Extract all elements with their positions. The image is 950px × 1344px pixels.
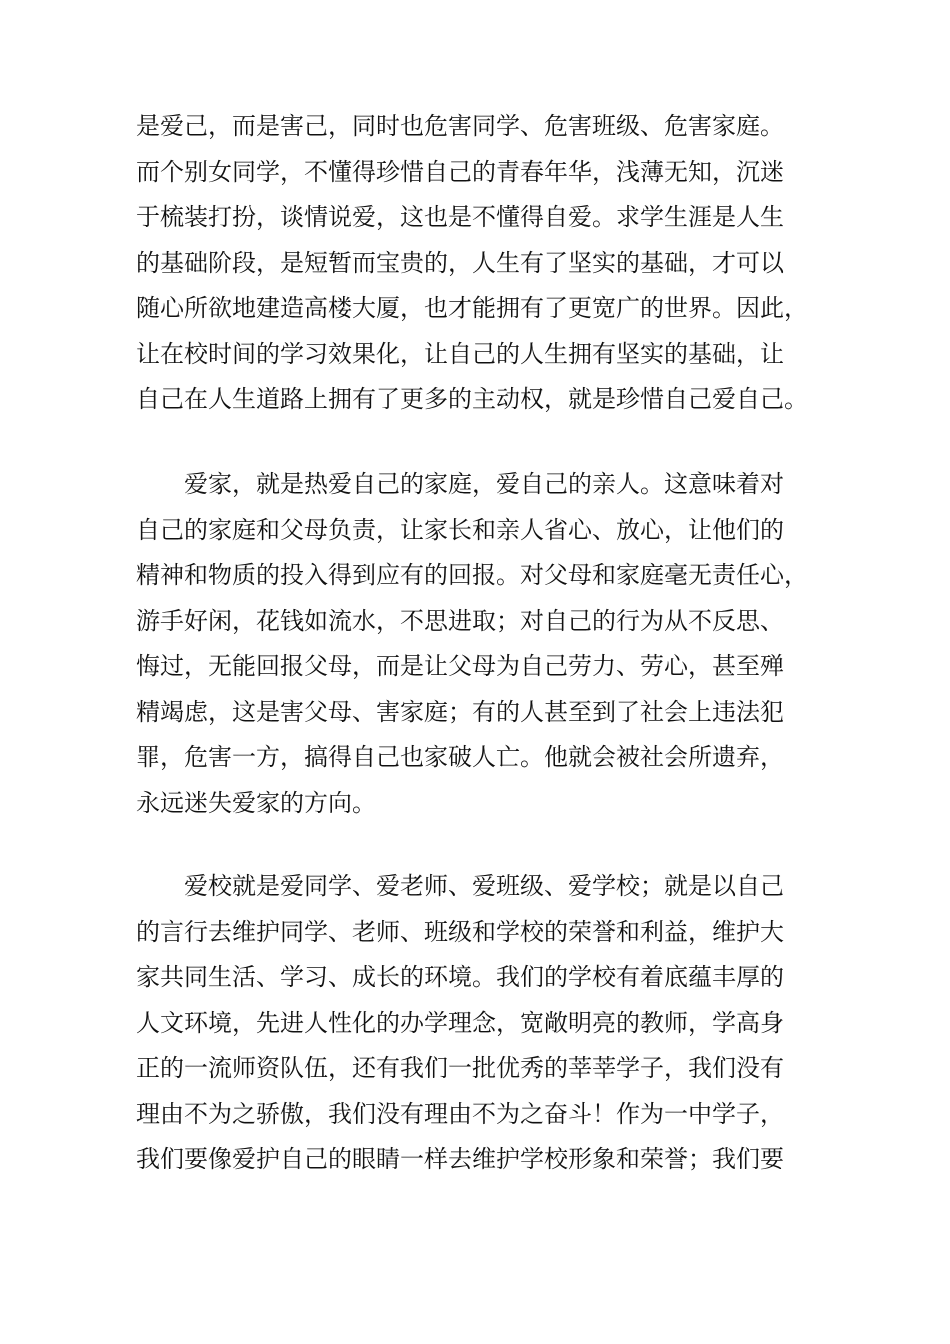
text-line: 永远迷失爱家的方向。 — [136, 788, 376, 817]
text-line: 是爱己，而是害己，同时也危害同学、危害班级、危害家庭。 — [136, 112, 784, 140]
text-line: 人文环境，先进人性化的办学理念，宽敞明亮的教师，学高身 — [136, 1008, 784, 1037]
paragraph-love-family — [136, 462, 856, 826]
text-line: 爱校就是爱同学、爱老师、爱班级、爱学校；就是以自己 — [136, 872, 784, 900]
text-line: 自己在人生道路上拥有了更多的主动权，就是珍惜自己爱自己。 — [136, 385, 808, 413]
text-line: 自己的家庭和父母负责，让家长和亲人省心、放心，让他们的 — [136, 515, 784, 544]
text-line: 让在校时间的学习效果化，让自己的人生拥有坚实的基础，让 — [136, 339, 784, 368]
text-line: 正的一流师资队伍，还有我们一批优秀的莘莘学子，我们没有 — [136, 1054, 784, 1082]
text-line: 而个别女同学，不懂得珍惜自己的青春年华，浅薄无知，沉迷 — [136, 157, 784, 186]
text-line: 游手好闲，花钱如流水，不思进取；对自己的行为从不反思、 — [136, 606, 784, 635]
text-line: 爱家，就是热爱自己的家庭，爱自己的亲人。这意味着对 — [136, 470, 784, 498]
text-line: 家共同生活、学习、成长的环境。我们的学校有着底蕴丰厚的 — [136, 963, 784, 991]
text-line: 悔过，无能回报父母，而是让父母为自己劳力、劳心，甚至殚 — [136, 652, 784, 680]
text-line: 精竭虑，这是害父母、害家庭；有的人甚至到了社会上违法犯 — [136, 697, 784, 726]
text-line: 理由不为之骄傲，我们没有理由不为之奋斗！作为一中学子， — [136, 1099, 784, 1128]
paragraph-self-love — [136, 104, 856, 423]
text-line: 罪，危害一方，搞得自己也家破人亡。他就会被社会所遗弃， — [136, 743, 784, 771]
text-line: 随心所欲地建造高楼大厦，也才能拥有了更宽广的世界。因此， — [136, 294, 808, 322]
text-line: 的言行去维护同学、老师、班级和学校的荣誉和利益，维护大 — [136, 917, 784, 946]
text-line: 的基础阶段，是短暂而宝贵的，人生有了坚实的基础，才可以 — [136, 248, 784, 277]
text-line: 我们要像爱护自己的眼睛一样去维护学校形象和荣誉；我们要 — [136, 1145, 784, 1173]
paragraph-love-school — [136, 864, 856, 1183]
text-line: 于梳装打扮，谈情说爱，这也是不懂得自爱。求学生涯是人生 — [136, 203, 784, 231]
text-line: 精神和物质的投入得到应有的回报。对父母和家庭毫无责任心， — [136, 561, 808, 589]
